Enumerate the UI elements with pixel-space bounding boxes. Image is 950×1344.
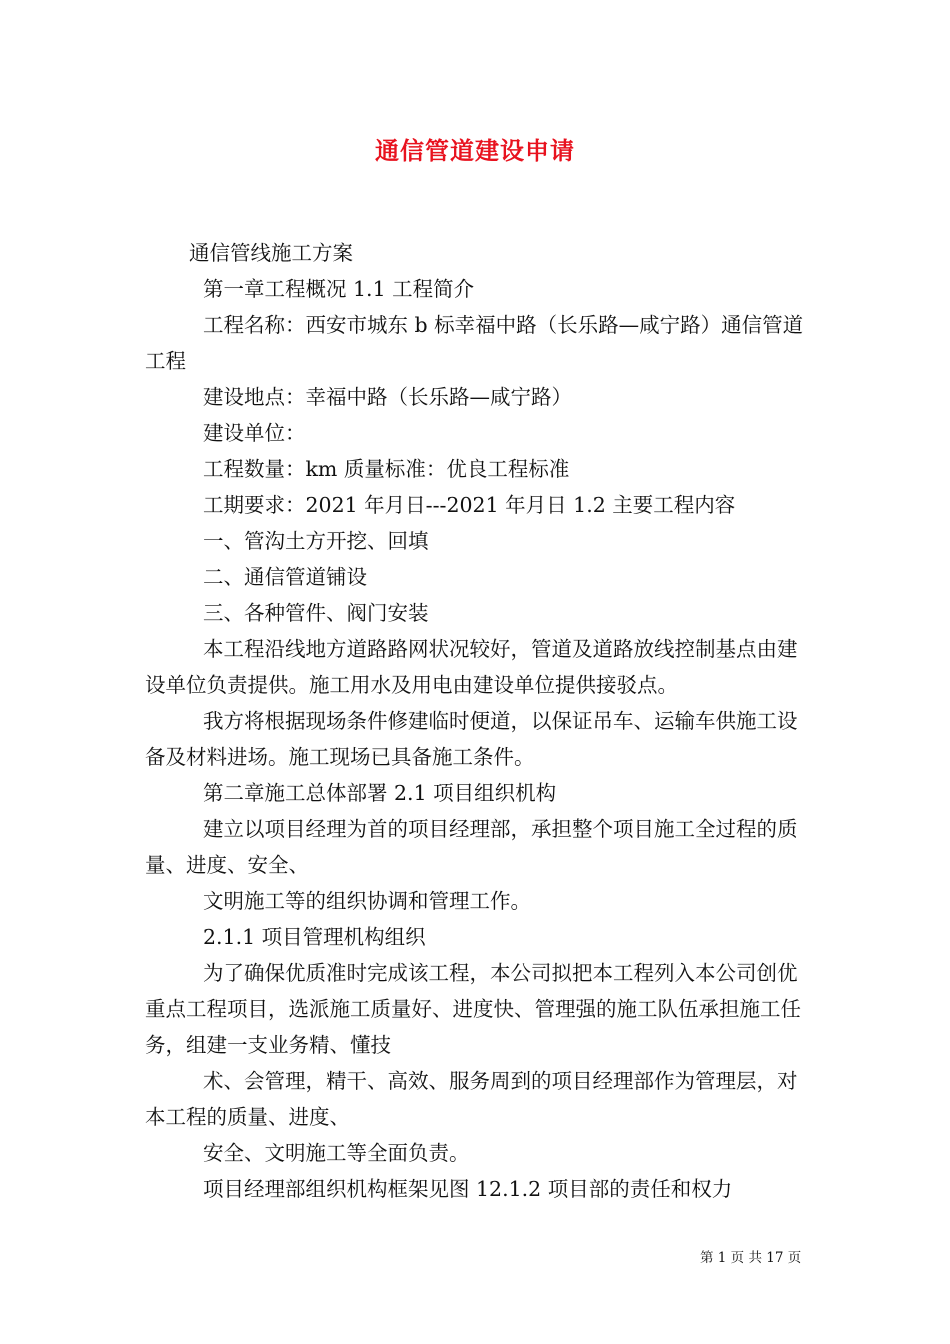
- paragraph: 建立以项目经理为首的项目经理部，承担整个项目施工全过程的质量、进度、安全、: [145, 817, 798, 877]
- paragraph: 我方将根据现场条件修建临时便道，以保证吊车、运输车供施工设备及材料进场。施工现场已具备施工条件。: [145, 709, 798, 769]
- paragraph: 工期要求：2021 年月日---2021 年月日 1.2 主要工程内容: [203, 493, 736, 517]
- paragraph: 文明施工等的组织协调和管理工作。: [203, 889, 531, 913]
- paragraph: 工程名称：西安市城东 b 标幸福中路（长乐路—咸宁路）通信管道工程: [145, 313, 804, 373]
- paragraph: 第一章工程概况 1.1 工程简介: [203, 277, 475, 301]
- paragraph: 三、各种管件、阀门安装: [203, 601, 429, 625]
- paragraph: 本工程沿线地方道路路网状况较好，管道及道路放线控制基点由建设单位负责提供。施工用水及用电由建设单位提供接驳点。: [145, 637, 798, 697]
- document-title: 通信管道建设申请: [375, 136, 575, 165]
- paragraph: 2.1.1 项目管理机构组织: [203, 925, 426, 949]
- paragraph: 术、会管理，精干、高效、服务周到的项目经理部作为管理层，对本工程的质量、进度、: [145, 1069, 798, 1129]
- paragraph: 为了确保优质准时完成该工程，本公司拟把本工程列入本公司创优重点工程项目，选派施工质量好、进度快、管理强的施工队伍承担施工任务，组建一支业务精、懂技: [145, 961, 801, 1057]
- paragraph: 项目经理部组织机构框架见图 12.1.2 项目部的责任和权力: [203, 1177, 733, 1201]
- paragraph: 一、管沟土方开挖、回填: [203, 529, 429, 553]
- paragraph: 工程数量：km 质量标准：优良工程标准: [203, 457, 570, 481]
- paragraph: 建设单位：: [203, 421, 306, 445]
- paragraph: 建设地点：幸福中路（长乐路—咸宁路）: [203, 385, 572, 409]
- paragraph: 通信管线施工方案: [189, 241, 353, 265]
- paragraph: 二、通信管道铺设: [203, 565, 367, 589]
- page-number: 第 1 页 共 17 页: [700, 1250, 802, 1266]
- document-body: [145, 235, 817, 1207]
- paragraph: 第二章施工总体部署 2.1 项目组织机构: [203, 781, 557, 805]
- paragraph: 安全、文明施工等全面负责。: [203, 1141, 470, 1165]
